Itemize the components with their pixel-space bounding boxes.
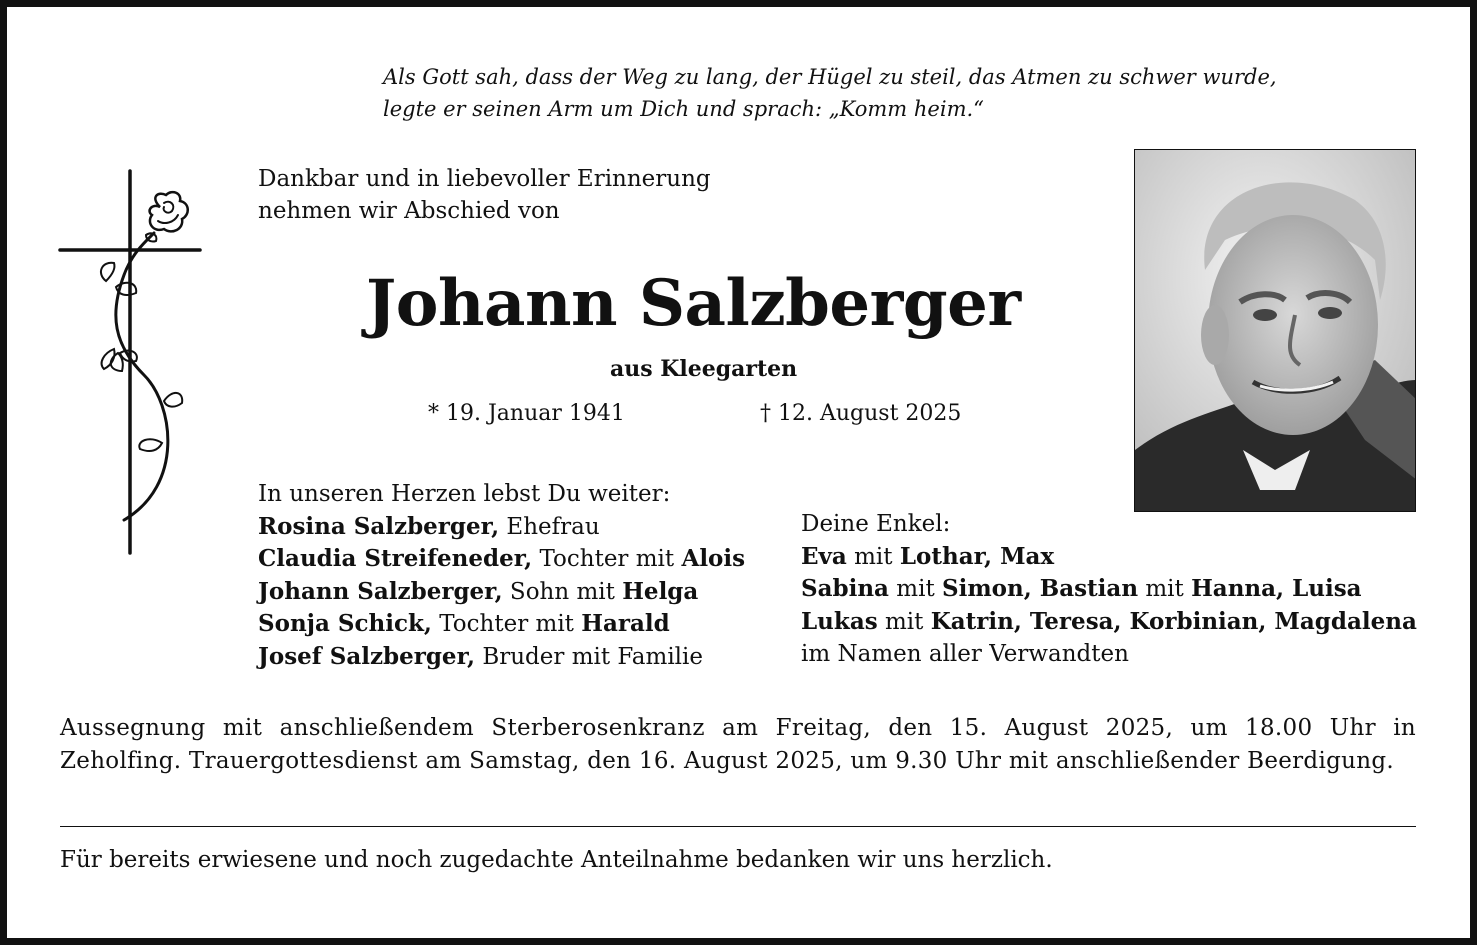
member-relation: Bruder mit Familie [475,643,704,670]
grandchildren-list [801,508,1417,671]
partner-names: Katrin, Teresa, Korbinian, Magdalena [930,607,1417,635]
connector-text: mit [1138,576,1192,602]
grandchild-row [801,573,1417,606]
family-member [258,641,745,674]
partner-names: Simon, Bastian [942,575,1139,602]
grandchild-row [801,541,1417,574]
connector-text: mit [877,608,931,635]
portrait-image [1135,150,1416,512]
death-date: † 12. August 2025 [760,401,962,426]
closing-line: im Namen aller Verwandten [801,641,1129,667]
connector-text: mit [888,576,942,602]
grandchild-name: Lukas [801,607,878,635]
family-member [258,543,745,576]
quote-line-2: legte er seinen Arm um Dich und sprach: „Komm heim.“ [383,97,984,121]
memorial-quote [383,61,1277,125]
member-partner: Harald [581,610,670,637]
grandchild-row [801,606,1417,639]
deceased-origin: aus Kleegarten [610,356,798,382]
service-details: Aussegnung mit anschließendem Sterberosenkranz am Freitag, den 15. August 2025, um 18.00 Uhr in Zeholfing. Trauergottesdienst am Samstag, den 16. August 2025, um 9.30 Uhr mit anschließender Beerdigung. [60,715,1416,774]
intro-line-2: nehmen wir Abschied von [258,198,560,224]
divider [60,826,1416,827]
grandchildren-heading: Deine Enkel: [801,511,951,537]
member-partner: Helga [622,577,699,605]
connector-text: mit [846,543,900,570]
partner-names: Lothar, Max [899,542,1055,570]
member-relation: Tochter mit [532,546,682,572]
thanks-note: Für bereits erwiesene und noch zugedachte Anteilnahme bedanken wir uns herzlich. [60,847,1053,873]
deceased-name: Johann Salzberger [366,266,1021,341]
birth-date: * 19. Januar 1941 [428,401,625,426]
member-name: Claudia Streifeneder, [258,545,533,572]
family-member [258,576,745,609]
quote-line-1: Als Gott sah, dass der Weg zu lang, der Hügel zu steil, das Atmen zu schwer wurde, [383,65,1277,89]
member-name: Josef Salzberger, [258,642,476,670]
family-member [258,608,745,641]
member-relation: Sohn mit [502,578,623,605]
family-list [258,478,745,673]
member-relation: Tochter mit [431,611,582,637]
member-relation: Ehefrau [499,513,600,540]
children-names: Hanna, Luisa [1191,575,1362,602]
member-name: Johann Salzberger, [258,577,503,605]
member-partner: Alois [681,545,746,572]
grandchild-name: Eva [801,542,847,570]
member-name: Rosina Salzberger, [258,512,500,540]
cross-with-rose-icon [54,165,214,565]
member-name: Sonja Schick, [258,610,432,637]
portrait-photo [1134,149,1416,512]
family-heading: In unseren Herzen lebst Du weiter: [258,481,671,507]
family-member [258,511,745,544]
intro-text [258,163,711,227]
grandchild-name: Sabina [801,575,889,602]
intro-line-1: Dankbar und in liebevoller Erinnerung [258,166,711,192]
